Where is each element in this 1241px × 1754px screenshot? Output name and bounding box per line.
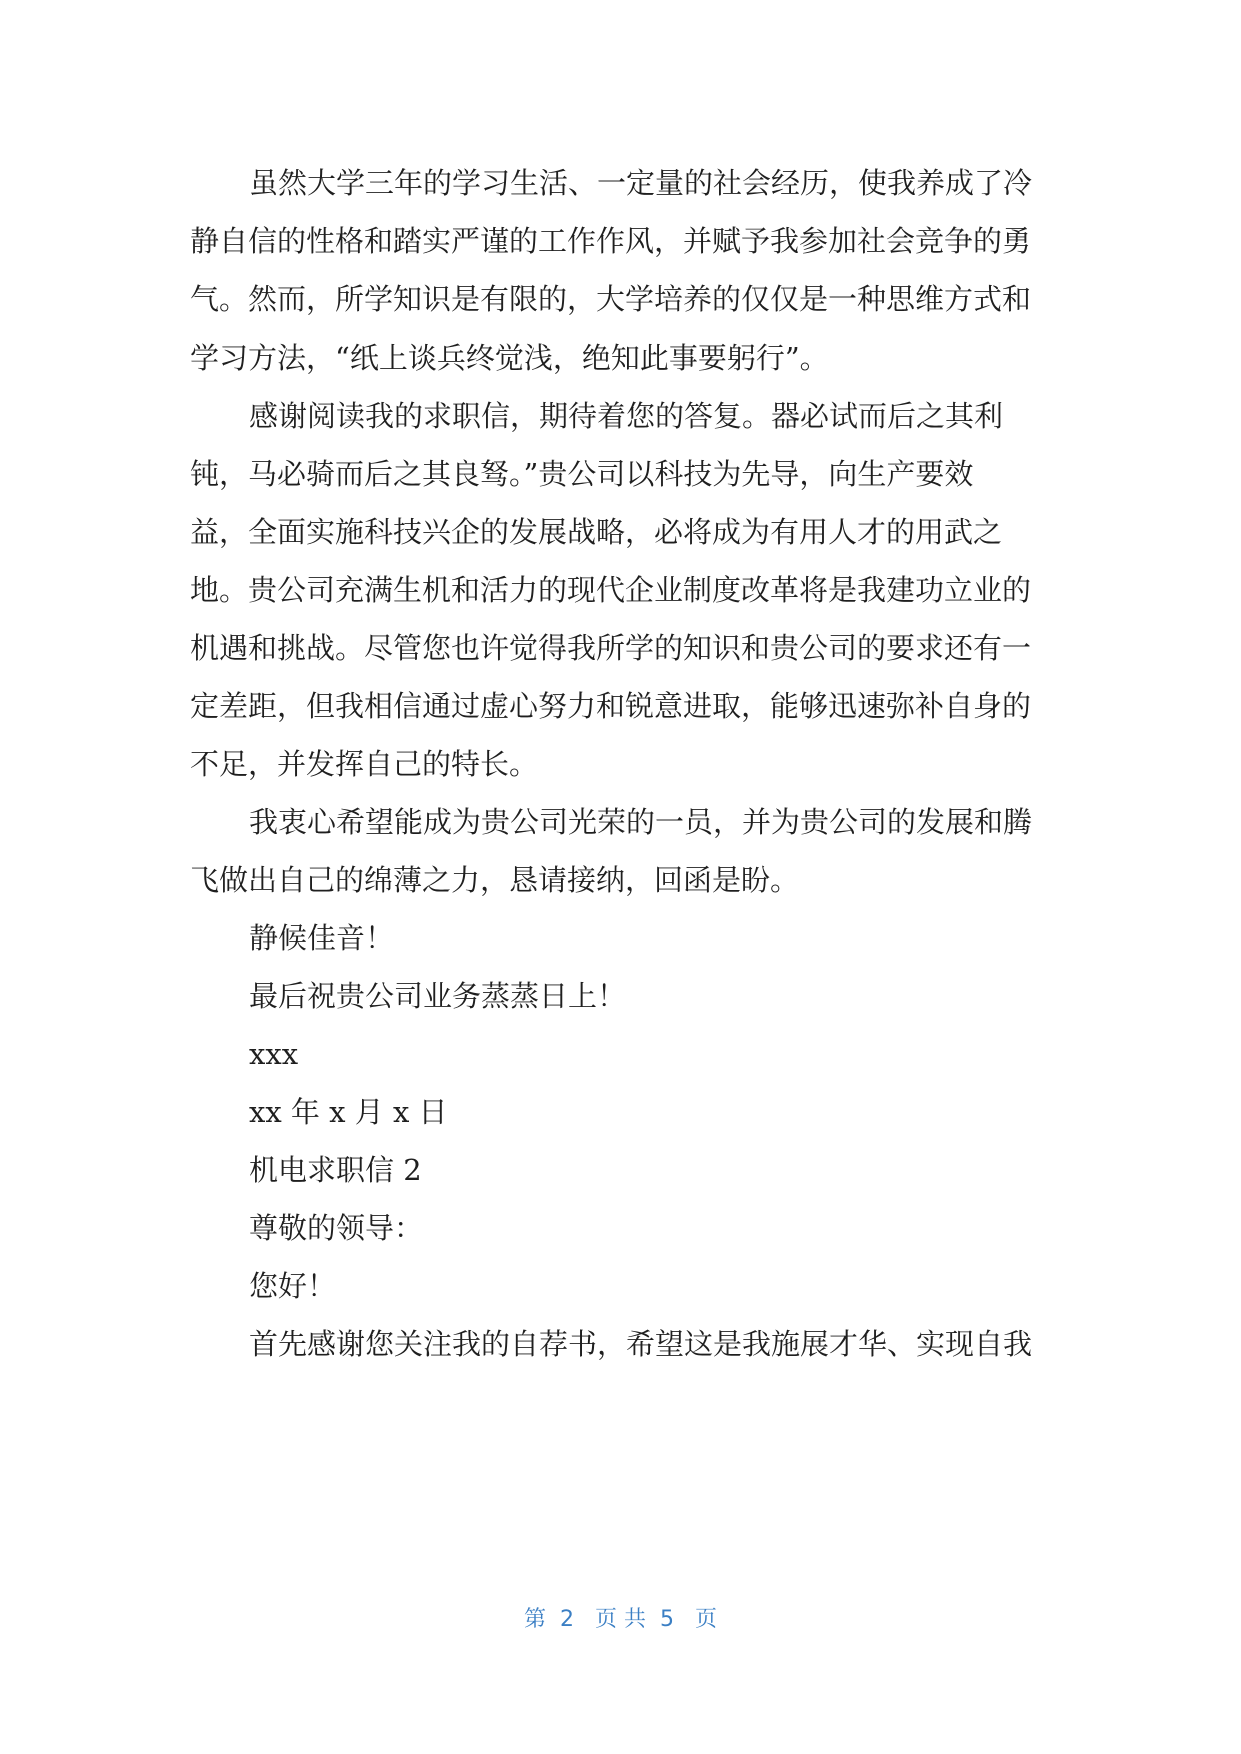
closing-line: 静候佳音！: [249, 921, 395, 955]
salutation: 尊敬的领导：: [249, 1211, 424, 1245]
paragraph-line: 学习方法，“纸上谈兵终觉浅，绝知此事要躬行”。: [190, 341, 829, 375]
paragraph-line: 益，全面实施科技兴企的发展战略，必将成为有用人才的用武之: [190, 515, 1003, 549]
signature-name: xxx: [249, 1037, 299, 1071]
paragraph-line: 定差距，但我相信通过虚心努力和锐意进取，能够迅速弥补自身的: [190, 689, 1032, 723]
greeting: 您好！: [249, 1269, 337, 1303]
signature-date: xx 年 x 月 x 日: [249, 1095, 448, 1129]
page-number-footer: 第 2 页 共 5 页: [524, 1607, 717, 1632]
paragraph-line: 虽然大学三年的学习生活、一定量的社会经历，使我养成了冷: [249, 166, 1033, 200]
paragraph-line: 飞做出自己的绵薄之力，恳请接纳，回函是盼。: [190, 863, 800, 897]
closing-line: 最后祝贵公司业务蒸蒸日上！: [249, 979, 627, 1013]
paragraph-line: 首先感谢您关注我的自荐书，希望这是我施展才华、实现自我: [249, 1327, 1033, 1361]
paragraph-line: 钝，马必骑而后之其良驽。”贵公司以科技为先导，向生产要效: [190, 457, 974, 491]
paragraph-line: 我衷心希望能成为贵公司光荣的一员，并为贵公司的发展和腾: [249, 805, 1033, 839]
section-title: 机电求职信 2: [249, 1153, 422, 1187]
paragraph-line: 机遇和挑战。尽管您也许觉得我所学的知识和贵公司的要求还有一: [190, 631, 1032, 665]
paragraph-line: 不足，并发挥自己的特长。: [190, 747, 539, 781]
paragraph-line: 气。然而，所学知识是有限的，大学培养的仅仅是一种思维方式和: [190, 282, 1032, 316]
paragraph-line: 感谢阅读我的求职信，期待着您的答复。器必试而后之其利: [249, 399, 1004, 433]
paragraph-line: 地。贵公司充满生机和活力的现代企业制度改革将是我建功立业的: [190, 573, 1032, 607]
paragraph-line: 静自信的性格和踏实严谨的工作作风，并赋予我参加社会竞争的勇: [190, 224, 1032, 258]
